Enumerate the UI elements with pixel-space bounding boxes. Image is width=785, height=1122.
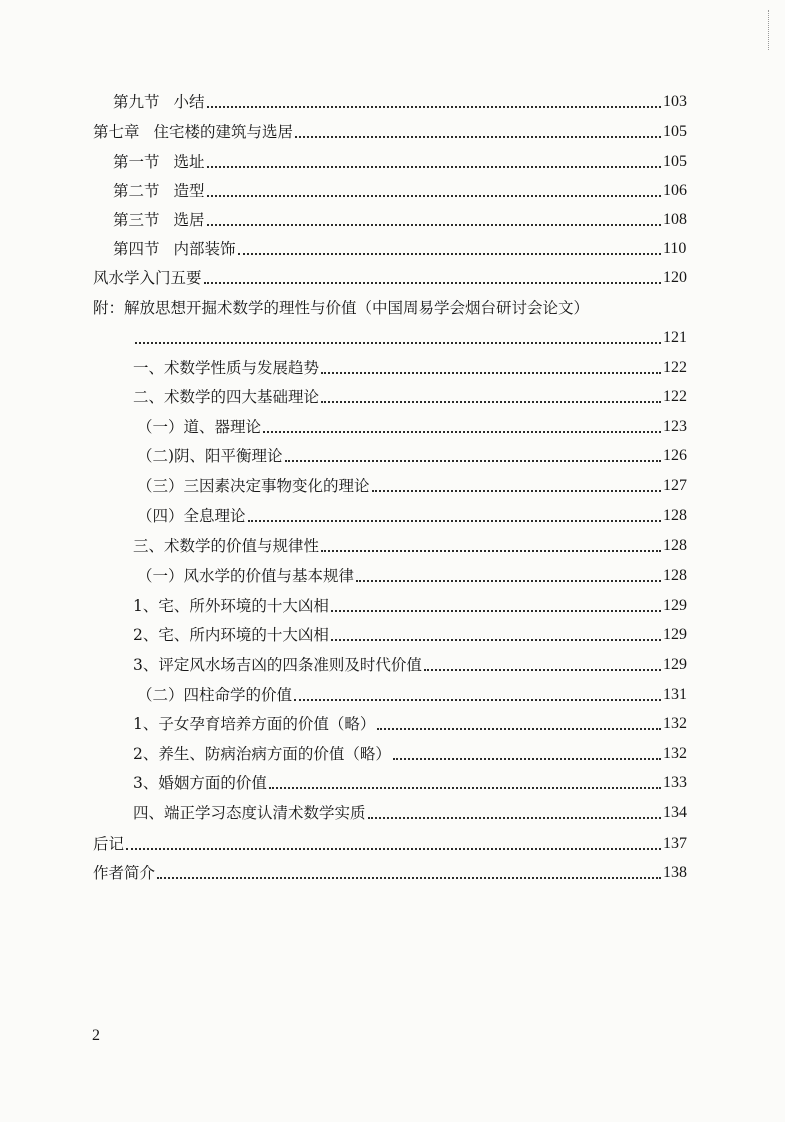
toc-entry xyxy=(93,208,693,232)
toc-entry-label xyxy=(93,296,589,320)
toc-dot-leader xyxy=(157,877,661,879)
toc-entry-label xyxy=(133,594,329,618)
toc-dot-leader xyxy=(331,610,661,612)
toc-entry xyxy=(93,742,693,766)
toc-entry-section: 第二节 xyxy=(113,182,160,200)
toc-entry-title: （一）风水学的价值与基本规律 xyxy=(137,567,355,585)
toc-entry-page: 122 xyxy=(663,388,687,405)
toc-entry-label xyxy=(137,444,283,468)
toc-entry-title: 住宅楼的建筑与选居 xyxy=(153,123,294,141)
toc-entry-page: 106 xyxy=(663,182,687,199)
toc-entry-title: 选址 xyxy=(173,153,205,171)
toc-entry xyxy=(93,832,693,856)
toc-entry-label xyxy=(113,208,205,232)
toc-entry-section: 第七章 xyxy=(93,123,140,141)
toc-entry-title: （三）三因素决定事物变化的理论 xyxy=(137,477,370,495)
toc-entry-page: 128 xyxy=(663,507,687,524)
toc-entry-title: 3、婚姻方面的价值 xyxy=(133,774,267,792)
toc-entry-label xyxy=(113,179,205,203)
toc-dot-leader xyxy=(238,253,661,255)
toc-entry xyxy=(93,356,693,380)
toc-entry-title: 三、术数学的价值与规律性 xyxy=(133,537,320,555)
toc-entry-page: 137 xyxy=(663,835,687,852)
toc-entry-title: 内部装饰 xyxy=(173,240,236,258)
toc-entry xyxy=(93,150,693,174)
toc-entry-label xyxy=(133,623,329,647)
toc-entry-title: （二）四柱命学的价值 xyxy=(137,686,293,704)
toc-entry xyxy=(93,653,693,677)
toc-entry-page: 110 xyxy=(663,240,687,257)
toc-entry-page: 129 xyxy=(663,626,687,643)
toc-entry-label xyxy=(137,504,246,528)
toc-dot-leader xyxy=(207,106,661,108)
toc-entry-page: 120 xyxy=(663,269,687,286)
toc-entry-page: 129 xyxy=(663,597,687,614)
toc-entry-label xyxy=(137,683,292,707)
toc-entry xyxy=(93,861,693,885)
toc-entry-title: 选居 xyxy=(173,211,205,229)
toc-entry xyxy=(93,801,693,825)
toc-dot-leader xyxy=(207,166,661,168)
toc-entry-page: 132 xyxy=(663,715,687,732)
toc-dot-leader xyxy=(377,728,661,730)
toc-entry-title: （二)阴、阳平衡理论 xyxy=(137,447,283,465)
toc-entry-page: 105 xyxy=(663,123,687,140)
toc-dot-leader xyxy=(424,669,661,671)
toc-entry xyxy=(93,712,693,736)
toc-entry xyxy=(93,266,693,290)
toc-entry xyxy=(93,326,693,350)
toc-entry-label xyxy=(113,150,205,174)
toc-dot-leader xyxy=(321,401,661,403)
toc-entry-page: 105 xyxy=(663,153,687,170)
toc-entry-title: 3、评定风水场吉凶的四条准则及时代价值 xyxy=(133,656,422,674)
toc-entry-page: 126 xyxy=(663,447,687,464)
toc-entry-page: 138 xyxy=(663,864,687,881)
toc-entry-label xyxy=(133,534,319,558)
toc-entry xyxy=(93,683,693,707)
toc-entry xyxy=(93,385,693,409)
toc-entry-page: 132 xyxy=(663,745,687,762)
toc-entry-title: 2、宅、所内环境的十大凶相 xyxy=(133,626,329,644)
toc-entry-page: 128 xyxy=(663,537,687,554)
toc-entry-page: 122 xyxy=(663,359,687,376)
toc-entry-label xyxy=(133,712,375,736)
toc-entry-label xyxy=(93,861,155,885)
toc-dot-leader xyxy=(263,431,661,433)
toc-dot-leader xyxy=(321,550,661,552)
toc-entry-title: （四）全息理论 xyxy=(137,507,246,525)
toc-entry-page: 133 xyxy=(663,774,687,791)
toc-entry-label xyxy=(113,90,205,114)
toc-entry-title: 四、端正学习态度认清术数学实质 xyxy=(133,804,366,822)
toc-entry-label xyxy=(133,742,391,766)
toc-entry xyxy=(93,296,693,320)
toc-entry-label xyxy=(133,771,267,795)
toc-entry-label xyxy=(133,385,319,409)
toc-entry-title: 1、宅、所外环境的十大凶相 xyxy=(133,597,329,615)
toc-dot-leader xyxy=(321,372,661,374)
toc-entry-page: 129 xyxy=(663,656,687,673)
toc-entry-label xyxy=(93,120,293,144)
toc-entry-title: 附：解放思想开掘术数学的理性与价值（中国周易学会烟台研讨会论文） xyxy=(93,299,590,317)
toc-entry-title: 二、术数学的四大基础理论 xyxy=(133,388,320,406)
toc-entry xyxy=(93,623,693,647)
toc-entry xyxy=(93,237,693,261)
toc-entry xyxy=(93,534,693,558)
toc-entry-page: 134 xyxy=(663,804,687,821)
toc-entry xyxy=(93,120,693,144)
toc-entry xyxy=(93,564,693,588)
toc-entry-label xyxy=(137,474,370,498)
toc-dot-leader xyxy=(356,580,661,582)
toc-entry-title: （一）道、器理论 xyxy=(137,418,262,436)
toc-entry-page: 103 xyxy=(663,93,687,110)
toc-dot-leader xyxy=(248,520,661,522)
toc-dot-leader xyxy=(368,817,661,819)
toc-entry-page: 108 xyxy=(663,211,687,228)
toc-entry xyxy=(93,474,693,498)
toc-entry-label xyxy=(133,653,422,677)
toc-entry-section: 第九节 xyxy=(113,93,160,111)
toc-entry-title: 作者简介 xyxy=(93,864,156,882)
toc-dot-leader xyxy=(294,699,661,701)
toc-dot-leader xyxy=(126,848,661,850)
toc-entry-title: 2、养生、防病治病方面的价值（略） xyxy=(133,745,391,763)
toc-entry xyxy=(93,594,693,618)
toc-entry-title: 风水学入门五要 xyxy=(93,269,202,287)
toc-dot-leader xyxy=(207,224,661,226)
toc-entry xyxy=(93,771,693,795)
toc-entry-label xyxy=(93,266,202,290)
toc-dot-leader xyxy=(269,787,661,789)
toc-dot-leader xyxy=(207,195,661,197)
toc-dot-leader xyxy=(393,758,661,760)
toc-entry-label xyxy=(133,801,366,825)
toc-entry-page: 121 xyxy=(663,329,687,346)
toc-entry-page: 128 xyxy=(663,567,687,584)
toc-entry-section: 第四节 xyxy=(113,240,160,258)
page-number: 2 xyxy=(92,1027,100,1044)
toc-entry-label xyxy=(137,564,354,588)
toc-entry-title: 造型 xyxy=(173,182,205,200)
toc-dot-leader xyxy=(135,342,661,344)
toc-entry xyxy=(93,90,693,114)
toc-entry-page: 123 xyxy=(663,418,687,435)
toc-dot-leader xyxy=(372,490,661,492)
toc-entry-title: 小结 xyxy=(173,93,205,111)
toc-entry-label xyxy=(93,832,124,856)
toc-entry xyxy=(93,179,693,203)
toc-dot-leader xyxy=(331,639,661,641)
toc-entry-label xyxy=(113,237,236,261)
toc-entry xyxy=(93,444,693,468)
toc-dot-leader xyxy=(295,136,661,138)
toc-entry-title: 1、子女孕育培养方面的价值（略） xyxy=(133,715,376,733)
toc-entry-title: 后记 xyxy=(93,835,125,853)
toc-entry xyxy=(93,504,693,528)
toc-entry-section: 第一节 xyxy=(113,153,160,171)
toc-dot-leader xyxy=(285,460,661,462)
toc-entry-section: 第三节 xyxy=(113,211,160,229)
toc-entry-label xyxy=(133,356,319,380)
toc-entry-label xyxy=(137,415,261,439)
toc-entry-page: 131 xyxy=(663,686,687,703)
toc-entry-page: 127 xyxy=(663,477,687,494)
scan-edge-mark xyxy=(768,10,770,50)
toc-dot-leader xyxy=(204,282,661,284)
toc-entry xyxy=(93,415,693,439)
toc-entry-title: 一、术数学性质与发展趋势 xyxy=(133,359,320,377)
